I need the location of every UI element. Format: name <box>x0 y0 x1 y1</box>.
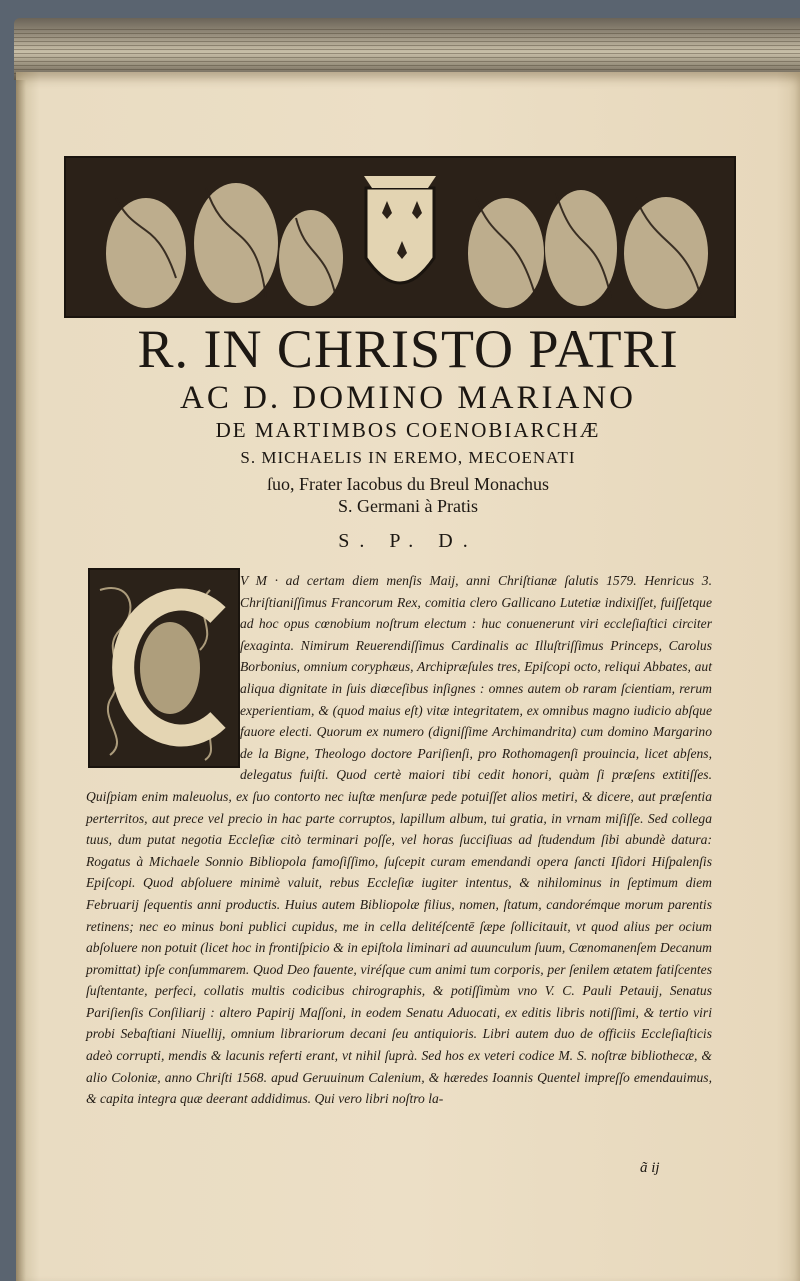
woodcut-headpiece <box>64 156 736 318</box>
book-page-edges <box>14 18 800 80</box>
title-line-1: R. IN CHRISTO PATRI <box>137 319 679 379</box>
title-line-2: AC D. DOMINO MARIANO <box>180 380 636 416</box>
title-line-5: ſuo, Frater Iacobus du Breul Monachus <box>267 474 549 494</box>
body-paragraph: V M · ad certam diem menſis Maij, anni Chriſtianæ ſalutis 1579. Henricus 3. Chriſtianiſſimus Francorum Rex, comitia clero Gallicano Lutetiæ indixiſſet, fuiſſetque ad hoc opus cœnobium noſtrum electum : huc conuenerunt viri eccleſiaſtici circiter ſexaginta. Nimirum Reuerendiſſimus Cardinalis ac Illuſtriſſimus Princeps, Carolus Borbonius, omnium coryphæus, Archipræſules tres, Epiſcopi octo, reliqui Abbates, aut aliqua dignitate in ſuis diœceſibus inſignes : omnes autem ob raram ſcientiam, rerum experientiam, & (quod maius eſt) vitæ integritatem, ex omnibus magno iudicio abſque fauore electi. Quorum ex numero (digniſſime Archimandrita) cum domino Margarino de la Bigne, Theologo doctore Pariſienſi, pro Rothomagenſi prouincia, licet abſens, delegatus fuiſti. Quod certè maiori tibi cedit honori, quàm ſi præſens extitiſſes. Quiſpiam enim maleuolus, ex ſuo contorto nec iuſtæ menſuræ pede potuiſſet alios metiri, & dicere, aut præſentia perterritos, aut prece vel precio in hac parte corruptos, lapillum album, tui gratia, in vrnam miſiſſe. Sed collega tuus, dum putat negotia Eccleſiæ citò terminari poſſe, vel horas ſucciſiuas ad ſtudendum ſibi abundè datura: Rogatus à Michaele Sonnio Bibliopola famoſiſſimo, ſuſcepit curam emendandi opera ſancti Iſidori Hiſpalenſis Epiſcopi. Quod abſoluere minimè valuit, rebus Eccleſiæ iugiter intentus, & nihilominus in ſeptimum diem Februarij ſequentis anni productis. Huius autem Bibliopolæ filius, nomen, ſtatum, candorémque morum parentis retinens; nec eo minus boni publici cupidus, me in cella delitéſcentē ſæpe ſollicitauit, vt quod alius per ocium abſoluere non potuit (licet hoc in frontiſpicio & in epiſtola liminari ad auunculum ſuum, Cœnomanenſem Decanum promittat) ipſe conſummarem. Quod Deo fauente, viréſque cum animi tum corporis, per ſenilem ætatem fatiſcentes ſuſtentante, perfeci, collatis multis codicibus chirographis, & potiſſimùm vno V. C. Pauli Petauij, Senatus Pariſienſis Conſiliarij : altero Papirij Maſſoni, in eodem Senatu Aduocati, ex editis libris notiſſimi, & tertio viri probi Sebaſtiani Niuellij, omnium librariorum decani ſeu antiquioris. Libri autem duo de officiis Eccleſiaſticis adeò corrupti, mendis & lacunis referti erant, vt nihil ſuprà. Sed hos ex veteri codice M. S. noſtræ bibliothecæ, & alio Coloniæ, anno Chriſti 1568. apud Geruuinum Calenium, & hæredes Ioannis Quentel impreſſo emendauimus, & capita integra quæ deerant addidimus. Qui vero libri noſtro la- <box>86 573 712 1107</box>
page-gutter <box>16 80 26 1281</box>
title-line-4: S. MICHAELIS IN EREMO, MECOENATI <box>240 448 576 467</box>
body-text <box>86 570 712 1110</box>
title-line-6: S. Germani à Pratis <box>338 496 478 516</box>
title-line-3: DE MARTIMBOS COENOBIARCHÆ <box>215 418 601 442</box>
salutation: S. P. D. <box>338 530 478 552</box>
signature-mark: ã ij <box>640 1160 660 1176</box>
